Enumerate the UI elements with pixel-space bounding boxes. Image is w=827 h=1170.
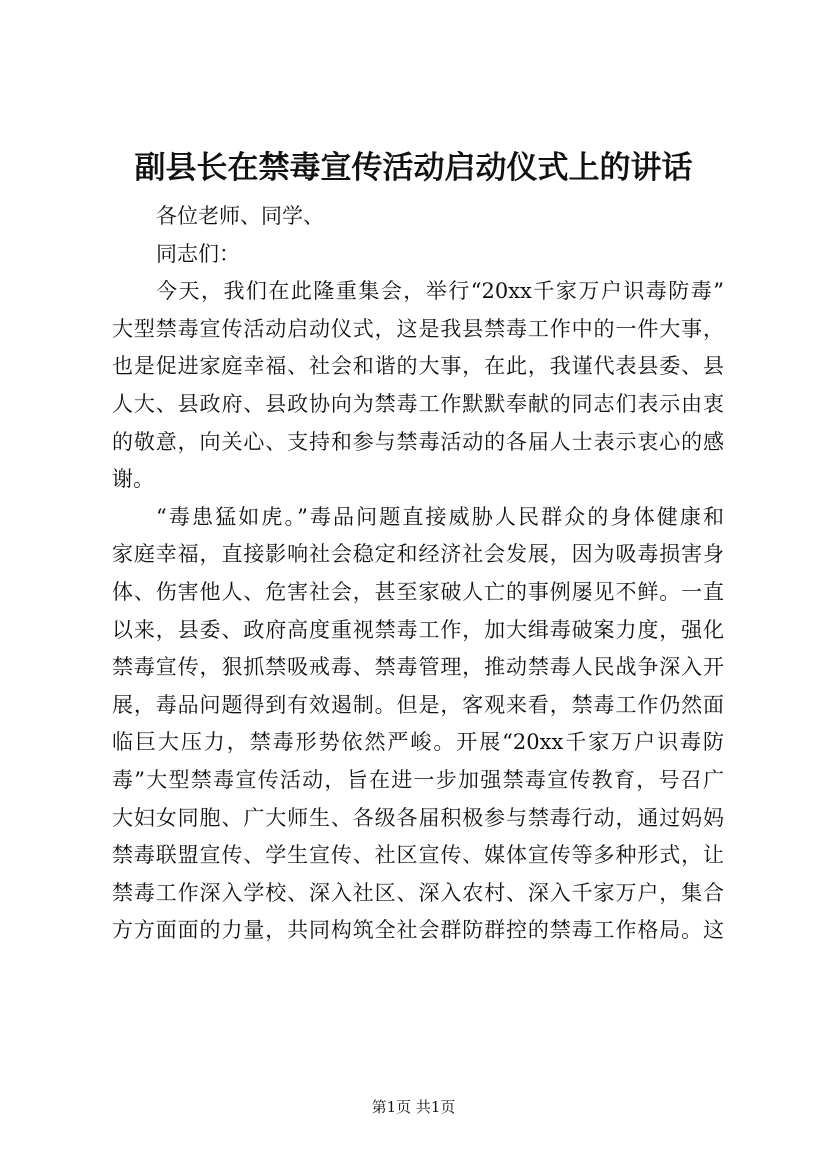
salutation-line: 同志们： <box>156 241 240 266</box>
paragraph-line: 大妇女同胞、广大师生、各级各届积极参与禁毒行动，通过妈妈 <box>112 805 724 830</box>
paragraph-line: 大型禁毒宣传活动启动仪式，这是我县禁毒工作中的一件大事， <box>112 316 724 341</box>
paragraph-line: 今天，我们在此隆重集会，举行“20xx千家万户识毒防毒” <box>156 279 724 304</box>
paragraph-line: 禁毒宣传，狠抓禁吸戒毒、禁毒管理，推动禁毒人民战争深入开 <box>112 655 724 680</box>
paragraph-line: 禁毒工作深入学校、深入社区、深入农村、深入千家万户，集合 <box>112 880 724 905</box>
paragraph-line: 家庭幸福，直接影响社会稳定和经济社会发展，因为吸毒损害身 <box>112 542 724 567</box>
paragraph-line: 谢。 <box>112 467 154 492</box>
document-body <box>112 198 724 950</box>
page-number-footer: 第1页 共1页 <box>371 1098 456 1116</box>
document-title: 副县长在禁毒宣传活动启动仪式上的讲话 <box>134 150 693 186</box>
paragraph-line: 毒”大型禁毒宣传活动，旨在进一步加强禁毒宣传教育，号召广 <box>112 767 724 792</box>
paragraph-line: 人大、县政府、县政协向为禁毒工作默默奉献的同志们表示由衷 <box>112 391 724 416</box>
salutation-line: 各位老师、同学、 <box>156 204 324 228</box>
paragraph-line: 展，毒品问题得到有效遏制。但是，客观来看，禁毒工作仍然面 <box>112 692 724 717</box>
paragraph-line: “毒患猛如虎。”毒品问题直接威胁人民群众的身体健康和 <box>156 504 724 529</box>
paragraph-line: 临巨大压力，禁毒形势依然严峻。开展“20xx千家万户识毒防 <box>112 730 724 755</box>
paragraph-line: 体、伤害他人、危害社会，甚至家破人亡的事例屡见不鲜。一直 <box>112 579 724 604</box>
paragraph-line: 的敬意，向关心、支持和参与禁毒活动的各届人士表示衷心的感 <box>112 429 724 454</box>
paragraph-line: 也是促进家庭幸福、社会和谐的大事，在此，我谨代表县委、县 <box>112 354 724 379</box>
paragraph-line: 禁毒联盟宣传、学生宣传、社区宣传、媒体宣传等多种形式，让 <box>112 843 724 868</box>
paragraph-line: 方方面面的力量，共同构筑全社会群防群控的禁毒工作格局。这 <box>112 918 724 943</box>
paragraph-line: 以来，县委、政府高度重视禁毒工作，加大缉毒破案力度，强化 <box>112 617 724 642</box>
